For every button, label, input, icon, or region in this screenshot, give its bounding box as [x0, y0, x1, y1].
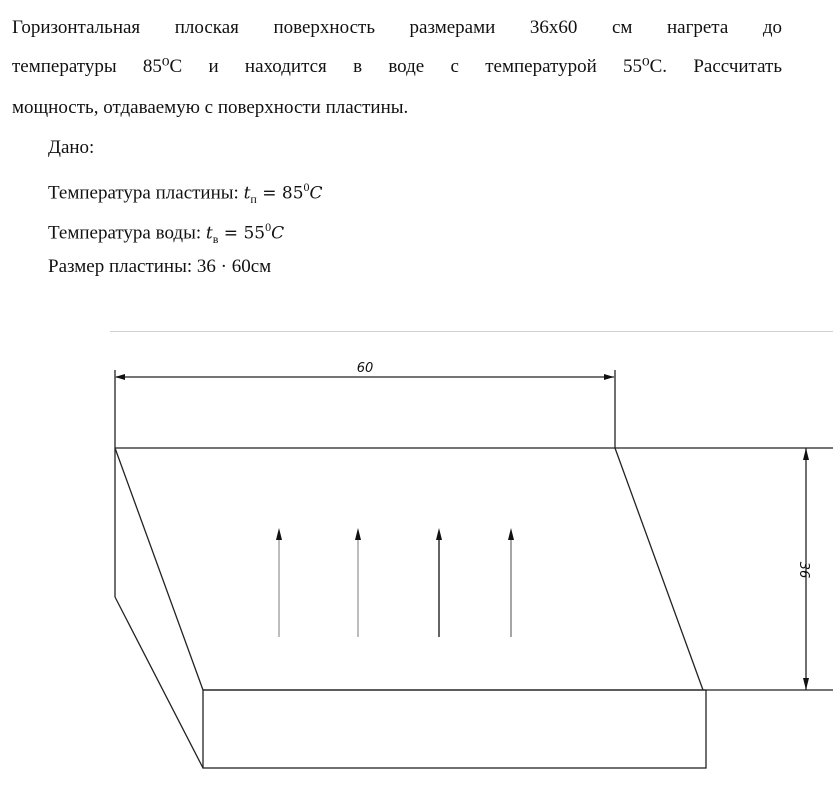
problem-line-3: мощность, отдаваемую с поверхности пластины. — [12, 97, 409, 118]
problem-line-1: Горизонтальная плоская поверхность размерами 36х60 см нагрета до — [12, 17, 782, 38]
unit: C — [309, 183, 323, 204]
label: Температура воды: — [48, 222, 206, 244]
left-bottom-slant — [115, 597, 203, 768]
symbol: t — [205, 223, 213, 244]
subscript: п — [250, 192, 257, 207]
left-top-slant — [115, 448, 203, 690]
value: = 55 — [218, 223, 266, 244]
label: Температура пластины: — [48, 182, 244, 204]
arrow-head — [436, 528, 442, 540]
dimension-label-depth: 36 — [796, 561, 811, 579]
symbol: t — [243, 183, 251, 204]
unit: C — [271, 223, 285, 244]
dimension-arrow-left — [115, 374, 125, 380]
arrow-head — [355, 528, 361, 540]
value: 36 · 60см — [196, 256, 272, 277]
arrow-head — [276, 528, 282, 540]
subscript: в — [212, 232, 219, 247]
problem-line-2: температуры 85⁰С и находится в воде с температурой 55⁰С. Рассчитать — [12, 56, 782, 77]
label: Размер пластины: — [48, 256, 197, 277]
dimension-label-width: 60 — [356, 361, 374, 376]
superscript: 0 — [303, 180, 310, 194]
front-face — [203, 690, 706, 768]
right-top-slant — [615, 448, 703, 690]
dimension-arrow-top — [803, 448, 809, 460]
value: = 85 — [256, 183, 304, 204]
dimension-arrow-bottom — [803, 678, 809, 690]
given-heading: Дано: — [48, 137, 95, 158]
arrow-head — [508, 528, 514, 540]
superscript: 0 — [265, 220, 272, 234]
